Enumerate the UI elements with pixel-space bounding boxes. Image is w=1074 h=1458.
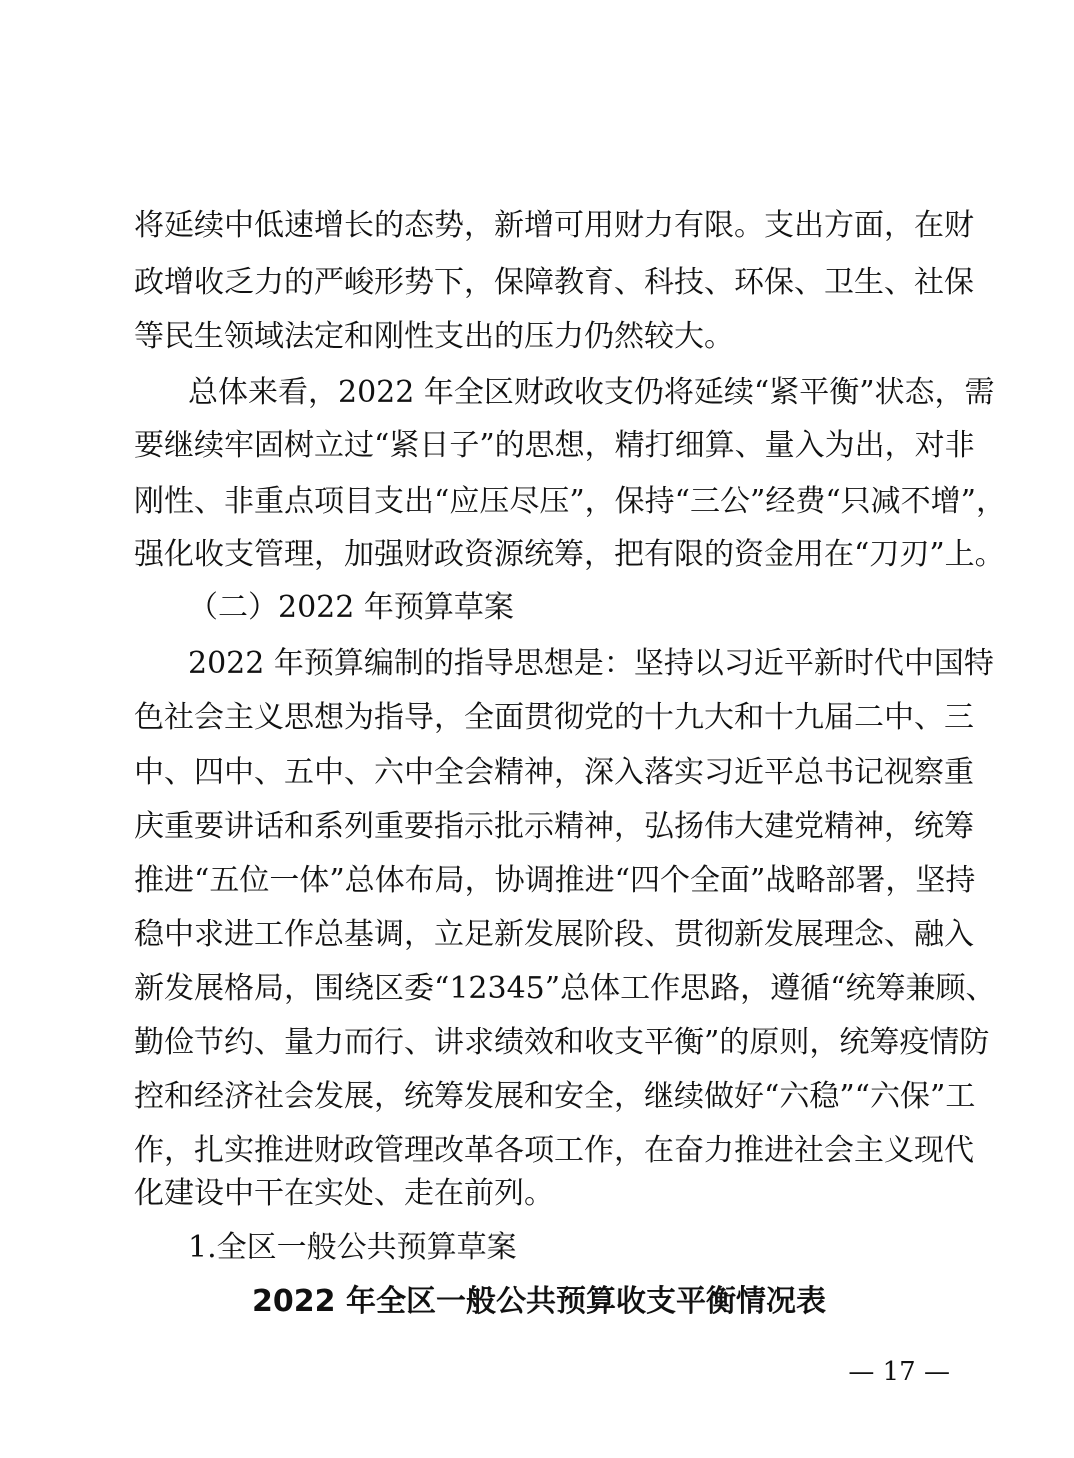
text-line: 要继续牢固树立过“紧日子”的思想，精打细算、量入为出，对非 — [134, 428, 975, 463]
text-line: 稳中求进工作总基调，立足新发展阶段、贯彻新发展理念、融入 — [134, 917, 974, 952]
page-number: — 17 — — [848, 1357, 950, 1387]
text-line: 色社会主义思想为指导，全面贯彻党的十九大和十九届二中、三 — [134, 700, 974, 735]
text-line: 2022 年预算编制的指导思想是：坚持以习近平新时代中国特 — [188, 646, 994, 681]
text-line: 勤俭节约、量力而行、讲求绩效和收支平衡”的原则，统筹疫情防 — [134, 1025, 990, 1060]
text-line: 化建设中干在实处、走在前列。 — [134, 1176, 554, 1211]
text-line: 作，扎实推进财政管理改革各项工作，在奋力推进社会主义现代 — [134, 1133, 974, 1168]
table-title: 2022 年全区一般公共预算收支平衡情况表 — [252, 1284, 826, 1319]
text-line: 将延续中低速增长的态势，新增可用财力有限。支出方面，在财 — [134, 208, 974, 243]
text-line: 等民生领域法定和刚性支出的压力仍然较大。 — [134, 319, 734, 354]
text-line: 强化收支管理，加强财政资源统筹，把有限的资金用在“刀刃”上。 — [134, 537, 1005, 572]
text-line: 控和经济社会发展，统筹发展和安全，继续做好“六稳”“六保”工 — [134, 1079, 976, 1114]
text-line: 新发展格局，围绕区委“12345”总体工作思路，遵循“统筹兼顾、 — [134, 971, 996, 1006]
subsection-heading: 1.全区一般公共预算草案 — [188, 1230, 517, 1265]
text-line: 推进“五位一体”总体布局，协调推进“四个全面”战略部署，坚持 — [134, 863, 976, 898]
section-heading: （二）2022 年预算草案 — [188, 590, 514, 625]
text-line: 中、四中、五中、六中全会精神，深入落实习近平总书记视察重 — [134, 755, 974, 790]
text-line: 政增收乏力的严峻形势下，保障教育、科技、环保、卫生、社保 — [134, 265, 974, 300]
text-line: 庆重要讲话和系列重要指示批示精神，弘扬伟大建党精神，统筹 — [134, 809, 974, 844]
text-line: 总体来看，2022 年全区财政收支仍将延续“紧平衡”状态，需 — [188, 375, 995, 410]
text-line: 刚性、非重点项目支出“应压尽压”，保持“三公”经费“只减不增”， — [134, 484, 1007, 519]
